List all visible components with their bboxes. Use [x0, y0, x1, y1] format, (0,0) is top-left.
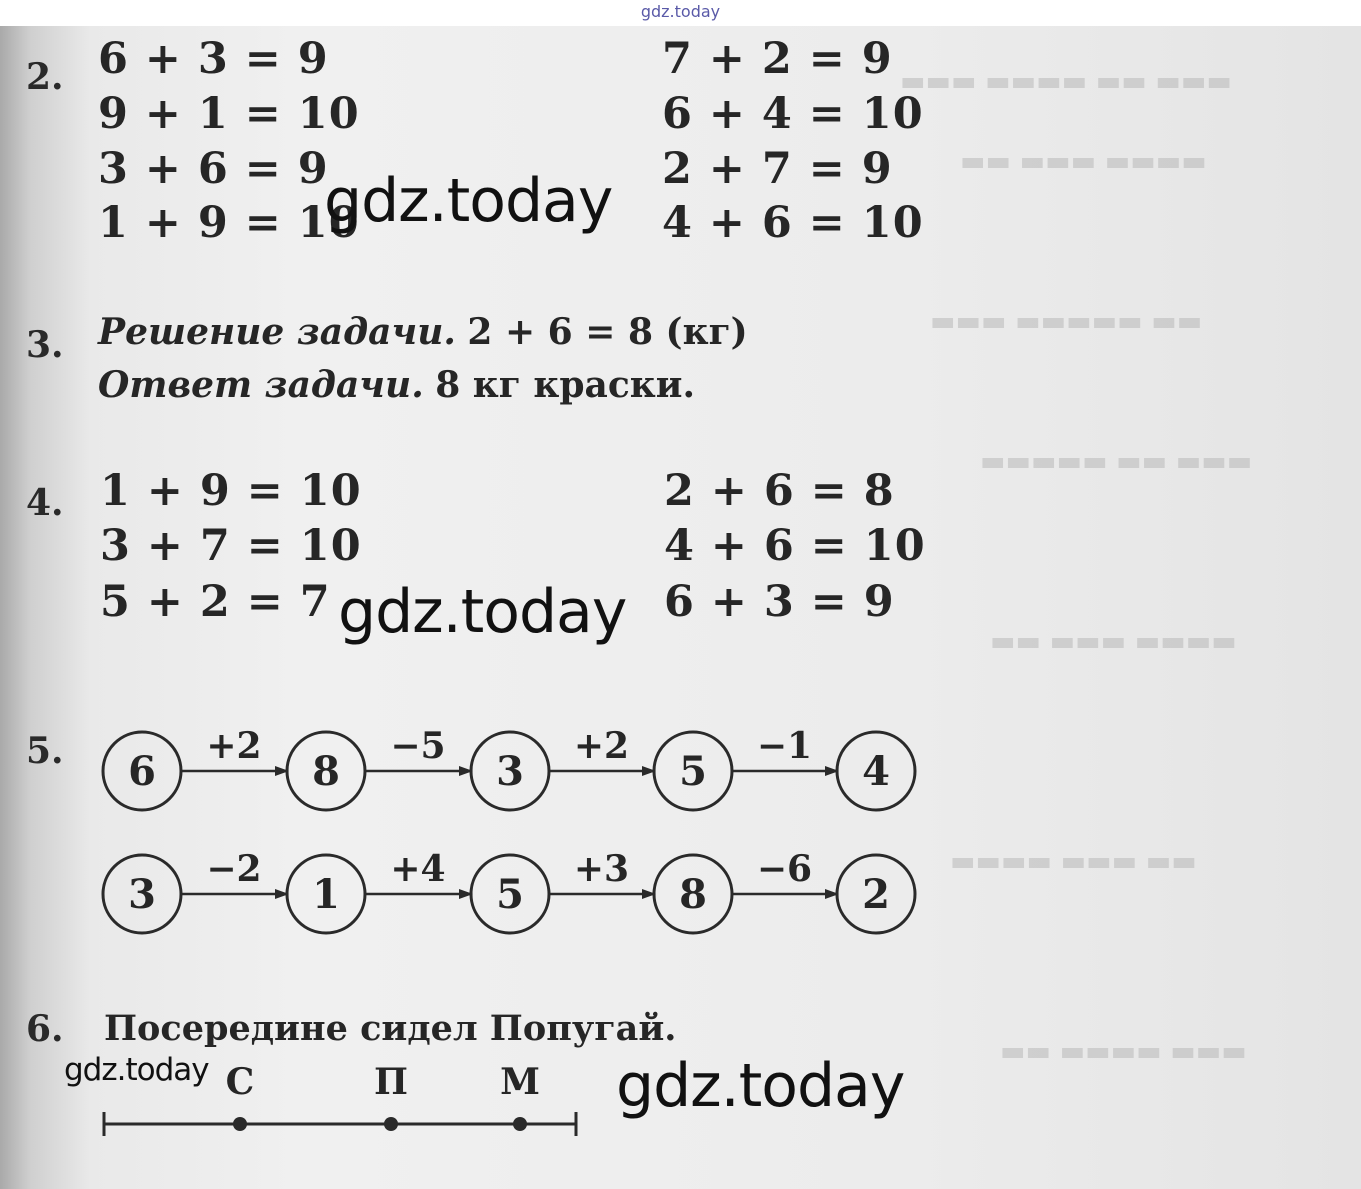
show-through-decor: ▬▬▬ ▬▬ ▬▬▬▬▬: [980, 446, 1253, 477]
chain-node-value: 5: [496, 871, 524, 918]
task3-answer-line: [98, 364, 695, 406]
show-through-decor: ▬▬▬ ▬▬ ▬▬▬▬ ▬▬▬: [900, 66, 1232, 97]
chain-node-value: 1: [312, 871, 340, 918]
show-through-decor: ▬▬ ▬▬▬ ▬▬▬▬: [950, 846, 1197, 877]
task5-chains: [0, 686, 960, 946]
task2-left-eq: 1 + 9 = 10: [98, 198, 360, 248]
chain-op-label: +4: [390, 848, 446, 890]
chain-node-value: 8: [679, 871, 707, 918]
task4-left-eq: 5 + 2 = 7: [100, 577, 331, 627]
show-through-decor: ▬▬▬ ▬▬▬▬ ▬▬: [1000, 1036, 1247, 1067]
task4-right-eq: 4 + 6 = 10: [664, 521, 926, 571]
chain-node-value: 8: [312, 748, 340, 795]
task2-right-eq: 7 + 2 = 9: [662, 34, 893, 84]
task2-right-eq: 4 + 6 = 10: [662, 198, 924, 248]
task3-answer-label: Ответ задачи.: [98, 364, 424, 406]
site-watermark-top: gdz.today: [640, 2, 721, 21]
chain-op-label: −2: [206, 848, 262, 890]
task4-left-eq: 1 + 9 = 10: [100, 466, 362, 516]
chain-node-value: 4: [862, 748, 890, 795]
top-bar: [0, 0, 1361, 26]
segment-point: [384, 1117, 398, 1131]
task6-number: 6.: [26, 1008, 64, 1050]
task3-solution-line: [98, 311, 748, 353]
task3-solution-label: Решение задачи.: [98, 311, 456, 353]
segment-point: [513, 1117, 527, 1131]
task2-left-eq: 6 + 3 = 9: [98, 34, 329, 84]
chain-node-value: 6: [128, 748, 156, 795]
task4-right-eq: 2 + 6 = 8: [664, 466, 895, 516]
task3-solution-value: 2 + 6 = 8 (кг): [467, 311, 748, 353]
show-through-decor: ▬▬ ▬▬▬▬▬ ▬▬▬: [930, 306, 1203, 337]
chain-op-label: +2: [573, 725, 630, 767]
show-through-decor: ▬▬▬▬ ▬▬▬ ▬▬: [990, 626, 1237, 657]
task2-left-eq: 3 + 6 = 9: [98, 144, 329, 194]
task4-left-eq: 3 + 7 = 10: [100, 521, 362, 571]
chain-node-value: 2: [862, 871, 890, 918]
task3-answer-value: 8 кг краски.: [435, 364, 696, 406]
task2-right-eq: 6 + 4 = 10: [662, 89, 924, 139]
watermark: gdz.today: [616, 1051, 905, 1121]
show-through-decor: ▬▬▬▬ ▬▬▬ ▬▬: [960, 146, 1207, 177]
textbook-page: [0, 26, 1361, 1189]
segment-point-label: С: [225, 1061, 255, 1103]
task6-text: Посередине сидел Попугай.: [104, 1008, 677, 1049]
chain-op-label: −1: [756, 725, 813, 767]
chain-op-label: −6: [756, 848, 813, 890]
chain-node-value: 3: [128, 871, 156, 918]
task4-number: 4.: [26, 482, 64, 524]
watermark: gdz.today: [338, 577, 627, 647]
watermark: gdz.today: [64, 1052, 209, 1088]
segment-point: [233, 1117, 247, 1131]
task2-right-eq: 2 + 7 = 9: [662, 144, 893, 194]
chain-op-label: +2: [206, 725, 262, 767]
task3-number: 3.: [26, 324, 64, 366]
segment-point-label: М: [500, 1061, 540, 1103]
chain-node-value: 3: [496, 748, 524, 795]
chain-node-value: 5: [679, 748, 707, 795]
watermark: gdz.today: [324, 166, 613, 236]
task4-right-eq: 6 + 3 = 9: [664, 577, 895, 627]
task2-number: 2.: [26, 56, 64, 98]
segment-point-label: П: [374, 1061, 408, 1103]
task2-left-eq: 9 + 1 = 10: [98, 89, 360, 139]
chain-op-label: −5: [390, 725, 446, 767]
task5-number: 5.: [26, 730, 64, 772]
chain-op-label: +3: [573, 848, 630, 890]
